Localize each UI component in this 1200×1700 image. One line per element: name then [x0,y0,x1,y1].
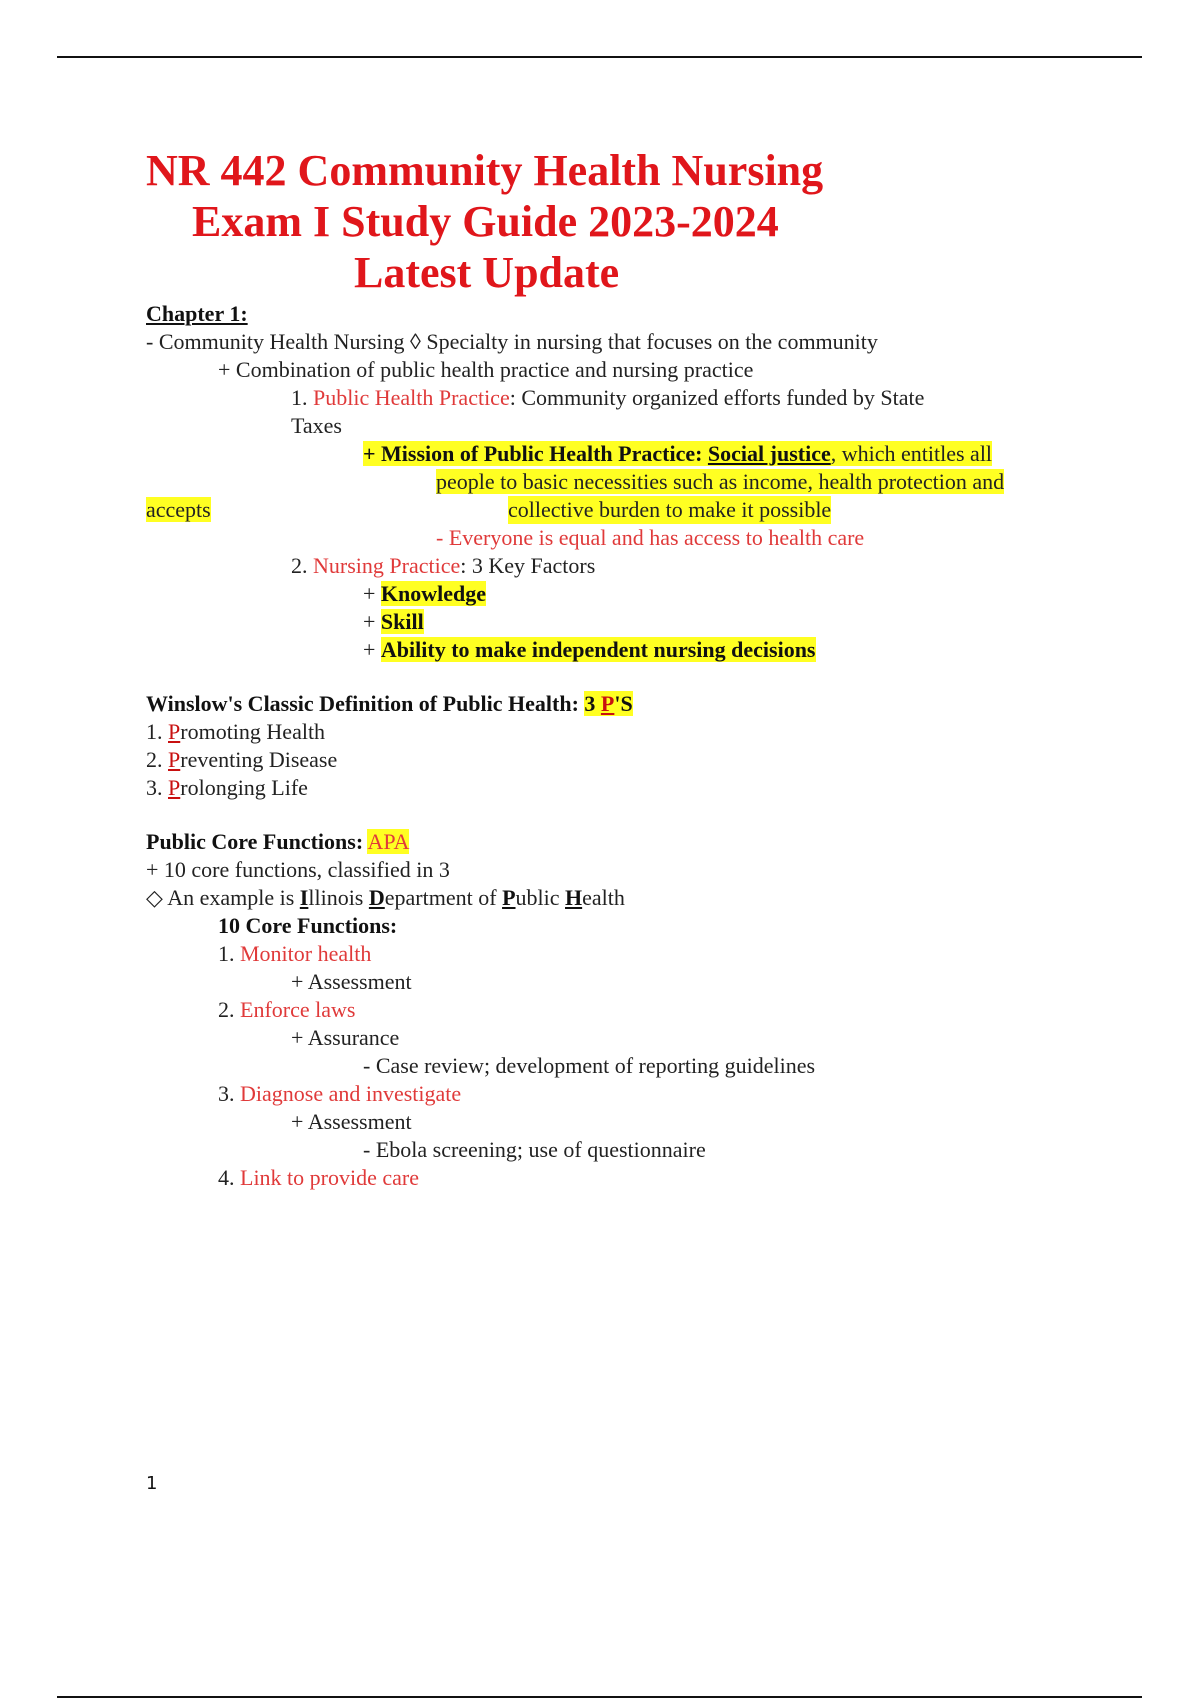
f4-num: 4. [218,1165,240,1190]
core-example [146,884,1076,912]
core-function-2 [146,996,1076,1024]
winslow-item-2-num: 2. [146,747,168,772]
php-number: 1. [291,385,313,410]
winslow-item-1-initial: P [168,719,181,744]
mission-line-1 [146,440,1076,468]
f3-num: 3. [218,1081,240,1106]
mission-line-2 [146,468,1076,496]
winslow-item-3 [146,774,1076,802]
php-label: Public Health Practice [313,385,510,410]
mission-line-3 [146,496,1076,524]
factor-skill-label: Skill [380,609,424,634]
f1-num: 1. [218,941,240,966]
doc-title-line-1: NR 442 Community Health Nursing [146,146,824,195]
chapter-heading-line [146,300,1076,328]
top-rule [57,56,1142,58]
public-health-practice-line [146,384,1076,412]
f2-num: 2. [218,997,240,1022]
winslow-item-3-num: 3. [146,775,168,800]
winslow-tag-p: P [600,691,615,716]
mission-text-2: people to basic necessities such as income, health protection and [436,469,1005,494]
doc-title-line-3: Latest Update [354,248,620,297]
f1-label: Monitor health [240,941,372,966]
mission-text-1: , which entitles all [830,441,993,466]
core-function-2-plus: + Assurance [291,1025,400,1050]
core-function-3-plus: + Assessment [291,1109,412,1134]
core-function-1 [146,940,1076,968]
example-pre: ◇ An example is [146,885,300,910]
winslow-item-3-initial: P [168,775,181,800]
core-function-2-detail: - Case review; development of reporting guidelines [363,1053,816,1078]
factor-ability-label: Ability to make independent nursing decisions [380,637,816,662]
factor-skill: + Skill [363,609,424,634]
doc-title-line-2: Exam I Study Guide 2023-2024 [192,197,779,246]
winslow-tag-post: 'S [614,691,633,716]
mission-key: Social justice [707,441,831,466]
core-classified: + 10 core functions, classified in 3 [146,857,450,882]
core-heading: Public Core Functions: [146,829,364,854]
php-continuation: Taxes [291,413,342,438]
winslow-tag-pre: 3 [584,691,601,716]
example-public: ublic [515,885,566,910]
example-department: epartment of [384,885,503,910]
mission-accepts: accepts [146,497,211,522]
factor-knowledge: + Knowledge [363,581,487,606]
core-function-3 [146,1080,1076,1108]
example-initial-p: P [502,885,516,910]
winslow-item-3-text: rolonging Life [180,775,308,800]
core-function-1-plus: + Assessment [291,969,412,994]
winslow-heading-line [146,690,1076,718]
combination-line: + Combination of public health practice and nursing practice [218,357,754,382]
page-number: 1 [146,1473,158,1494]
np-number: 2. [291,553,313,578]
factor-knowledge-label: Knowledge [380,581,487,606]
f3-label: Diagnose and investigate [240,1081,462,1106]
winslow-item-2-initial: P [168,747,181,772]
f4-label: Link to provide care [240,1165,419,1190]
chapter-intro: - Community Health Nursing ◊ Specialty in nursing that focuses on the community [146,329,878,354]
example-health: ealth [582,885,625,910]
core-tag: APA [367,829,410,854]
core-subheading: 10 Core Functions: [218,913,398,938]
core-heading-line [146,828,1076,856]
example-initial-i: I [299,885,309,910]
winslow-item-1-num: 1. [146,719,168,744]
php-text: : Community organized efforts funded by State [509,385,925,410]
chapter-heading: Chapter 1: [146,301,248,326]
example-illinois: llinois [308,885,369,910]
factor-ability: + Ability to make independent nursing decisions [363,637,816,662]
winslow-heading: Winslow's Classic Definition of Public Health: [146,691,579,716]
np-text: : 3 Key Factors [460,553,596,578]
winslow-item-1 [146,718,1076,746]
example-initial-h: H [565,885,583,910]
core-function-4 [146,1164,1076,1192]
np-label: Nursing Practice [313,553,461,578]
winslow-tag [584,691,632,716]
everyone-equal-line: - Everyone is equal and has access to health care [436,525,865,550]
f2-label: Enforce laws [240,997,356,1022]
winslow-item-2 [146,746,1076,774]
document-body [146,145,1076,1192]
core-function-3-detail: - Ebola screening; use of questionnaire [363,1137,706,1162]
winslow-item-2-text: reventing Disease [180,747,338,772]
bottom-rule [57,1696,1142,1698]
winslow-item-1-text: romoting Health [180,719,326,744]
mission-text-3: collective burden to make it possible [508,497,832,522]
example-initial-d: D [368,885,385,910]
nursing-practice-line [146,552,1076,580]
mission-label: + Mission of Public Health Practice: [363,441,703,466]
